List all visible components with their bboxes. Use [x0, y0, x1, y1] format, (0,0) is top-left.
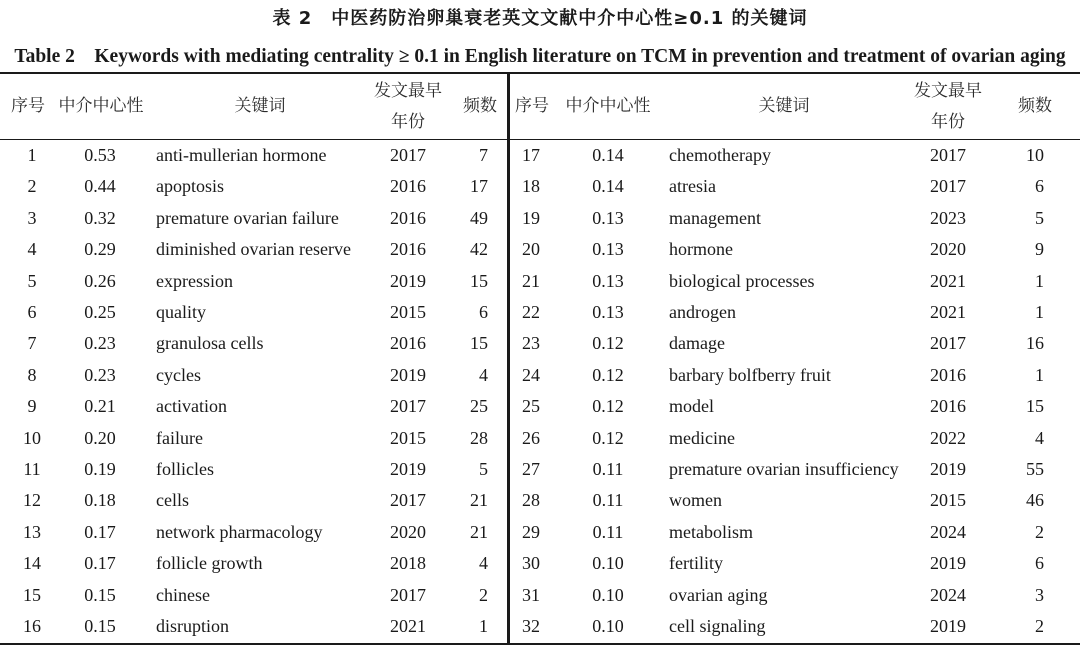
header-year-right-line1: 发文最早 — [914, 80, 982, 101]
table-row — [0, 140, 1080, 171]
header-keyword-right: 关键词 — [758, 96, 810, 116]
cell-frequency: 15 — [1026, 396, 1044, 417]
cell-centrality: 0.32 — [84, 207, 116, 228]
cell-index: 29 — [522, 521, 540, 542]
table-header — [0, 74, 1080, 139]
header-year — [368, 74, 448, 139]
cell-frequency: 5 — [479, 459, 488, 479]
cell-frequency: 4 — [1035, 427, 1044, 448]
cell-keyword: metabolism — [669, 521, 753, 542]
cell-frequency: 1 — [1035, 364, 1044, 385]
cell-year: 2021 — [930, 302, 966, 322]
cell-year: 2017 — [390, 145, 426, 165]
cell-centrality: 0.53 — [84, 145, 116, 165]
cell-year: 2019 — [390, 270, 426, 291]
cell-centrality: 0.11 — [592, 459, 624, 479]
cell-index: 28 — [522, 490, 540, 511]
cell-frequency: 17 — [470, 176, 488, 197]
cell-year: 2016 — [390, 176, 426, 197]
cell-keyword: failure — [156, 427, 203, 448]
cell-year: 2017 — [930, 145, 966, 165]
cell-year: 2016 — [930, 396, 966, 417]
cell-keyword: network pharmacology — [156, 521, 323, 542]
cell-year: 2017 — [390, 490, 426, 511]
cell-centrality: 0.44 — [84, 176, 116, 197]
header-centrality: 中介中心性 — [58, 96, 144, 116]
cell-index: 19 — [522, 207, 540, 228]
cell-year: 2017 — [930, 333, 966, 354]
header-index: 序号 — [11, 96, 45, 116]
cell-year: 2016 — [390, 333, 426, 354]
header-centrality-right: 中介中心性 — [565, 96, 651, 116]
cell-frequency: 25 — [470, 396, 488, 417]
cell-keyword: diminished ovarian reserve — [156, 239, 351, 260]
cell-year: 2019 — [930, 616, 966, 636]
bottom-rule — [0, 643, 1080, 645]
cell-index: 14 — [23, 553, 41, 574]
cell-centrality: 0.11 — [592, 490, 624, 511]
header-keyword: 关键词 — [234, 96, 286, 116]
cell-index: 12 — [23, 490, 41, 511]
cell-keyword: model — [669, 396, 714, 417]
table-row — [0, 266, 1080, 297]
cell-keyword: activation — [156, 396, 227, 417]
cell-year: 2017 — [390, 584, 426, 605]
cell-keyword: cells — [156, 490, 189, 511]
cell-centrality: 0.13 — [592, 207, 624, 228]
cell-year: 2019 — [390, 364, 426, 385]
cell-keyword: disruption — [156, 616, 230, 636]
cell-index: 17 — [522, 145, 540, 165]
cell-index: 20 — [522, 239, 540, 260]
cell-frequency: 21 — [470, 490, 488, 511]
cell-frequency: 9 — [1035, 239, 1044, 260]
cell-centrality: 0.15 — [84, 584, 116, 605]
cell-centrality: 0.18 — [84, 490, 116, 511]
cell-keyword: atresia — [669, 176, 716, 197]
cell-keyword: granulosa cells — [156, 333, 264, 354]
cell-year: 2017 — [390, 396, 426, 417]
cell-keyword: fertility — [669, 553, 723, 574]
header-year-line1: 发文最早 — [374, 80, 442, 101]
cell-year: 2016 — [390, 207, 426, 228]
cell-year: 2015 — [390, 302, 426, 322]
table-row — [0, 234, 1080, 265]
cell-index: 31 — [522, 584, 540, 605]
cell-keyword: cell signaling — [669, 616, 766, 636]
cell-centrality: 0.13 — [592, 302, 624, 322]
cell-year: 2022 — [930, 427, 966, 448]
cell-frequency: 4 — [479, 364, 488, 385]
table-row — [0, 611, 1080, 642]
cell-index: 30 — [522, 553, 540, 574]
cell-centrality: 0.12 — [592, 396, 624, 417]
header-frequency: 频数 — [463, 96, 497, 116]
cell-keyword: apoptosis — [156, 176, 225, 197]
cell-frequency: 1 — [1035, 302, 1044, 322]
cell-centrality: 0.13 — [592, 270, 624, 291]
header-index-right: 序号 — [515, 96, 549, 116]
table-row — [0, 328, 1080, 359]
cell-keyword: barbary bolfberry fruit — [669, 364, 831, 385]
cell-index: 13 — [23, 521, 41, 542]
cell-frequency: 1 — [1035, 270, 1044, 291]
cell-year: 2015 — [390, 427, 426, 448]
cell-keyword: women — [669, 490, 722, 511]
cell-frequency: 16 — [1026, 333, 1044, 354]
cell-centrality: 0.14 — [592, 145, 624, 165]
cell-centrality: 0.13 — [592, 239, 624, 260]
cell-index: 11 — [23, 459, 41, 479]
cell-frequency: 10 — [1026, 145, 1044, 165]
cell-index: 5 — [27, 270, 37, 291]
cell-frequency: 15 — [470, 333, 488, 354]
cell-keyword: follicle growth — [156, 553, 263, 574]
cell-keyword: quality — [156, 302, 206, 322]
cell-frequency: 46 — [1026, 490, 1044, 511]
cell-centrality: 0.25 — [84, 302, 116, 322]
table-row — [0, 171, 1080, 202]
cell-keyword: follicles — [156, 459, 214, 479]
table-row — [0, 580, 1080, 611]
cell-year: 2017 — [930, 176, 966, 197]
table-row — [0, 360, 1080, 391]
cell-keyword: premature ovarian insufficiency — [669, 459, 899, 479]
cell-centrality: 0.14 — [592, 176, 624, 197]
cell-keyword: androgen — [669, 302, 736, 322]
cell-index: 25 — [522, 396, 540, 417]
cell-keyword: premature ovarian failure — [156, 207, 339, 228]
cell-year: 2019 — [930, 553, 966, 574]
cell-keyword: anti-mullerian hormone — [156, 145, 327, 165]
cell-index: 1 — [27, 145, 37, 165]
cell-index: 8 — [27, 364, 37, 385]
cell-centrality: 0.12 — [592, 333, 624, 354]
cell-frequency: 2 — [479, 584, 488, 605]
cell-centrality: 0.26 — [84, 270, 116, 291]
cell-frequency: 6 — [1035, 553, 1044, 574]
cell-year: 2024 — [930, 584, 966, 605]
cell-index: 2 — [27, 176, 37, 197]
table-row — [0, 297, 1080, 328]
cell-centrality: 0.10 — [592, 616, 624, 636]
cell-year: 2016 — [930, 364, 966, 385]
cell-frequency: 6 — [1035, 176, 1044, 197]
cell-index: 4 — [27, 239, 37, 260]
cell-year: 2021 — [390, 616, 426, 636]
cell-frequency: 55 — [1026, 459, 1044, 479]
cell-year: 2016 — [390, 239, 426, 260]
table-row — [0, 203, 1080, 234]
cell-frequency: 15 — [470, 270, 488, 291]
cell-centrality: 0.17 — [84, 521, 116, 542]
cell-keyword: management — [669, 207, 761, 228]
cell-index: 15 — [23, 584, 41, 605]
cell-keyword: medicine — [669, 427, 735, 448]
cell-frequency: 5 — [1035, 207, 1044, 228]
cell-keyword: chinese — [156, 584, 210, 605]
cell-year: 2019 — [930, 459, 966, 479]
cell-index: 3 — [27, 207, 37, 228]
table-row — [0, 485, 1080, 516]
cell-index: 18 — [522, 176, 540, 197]
cell-index: 16 — [23, 616, 41, 636]
cell-frequency: 7 — [479, 145, 488, 165]
cell-centrality: 0.10 — [592, 584, 624, 605]
cell-year: 2023 — [930, 207, 966, 228]
cell-centrality: 0.12 — [592, 364, 624, 385]
cell-centrality: 0.10 — [592, 553, 624, 574]
table-row — [0, 454, 1080, 485]
cell-centrality: 0.11 — [592, 521, 624, 542]
cell-index: 32 — [522, 616, 540, 636]
cell-keyword: expression — [156, 270, 233, 291]
header-year-right — [906, 74, 990, 139]
cell-index: 6 — [27, 302, 37, 322]
cell-year: 2020 — [390, 521, 426, 542]
cell-frequency: 42 — [470, 239, 488, 260]
cell-keyword: ovarian aging — [669, 584, 768, 605]
header-frequency-right: 频数 — [1018, 96, 1052, 116]
cell-frequency: 1 — [479, 616, 488, 636]
cell-index: 27 — [522, 459, 540, 479]
cell-index: 24 — [522, 364, 540, 385]
cell-keyword: damage — [669, 333, 725, 354]
cell-centrality: 0.21 — [84, 396, 116, 417]
cell-index: 7 — [27, 333, 37, 354]
cell-year: 2024 — [930, 521, 966, 542]
cell-frequency: 49 — [470, 207, 488, 228]
cell-centrality: 0.15 — [84, 616, 116, 636]
cell-index: 10 — [23, 427, 41, 448]
cell-centrality: 0.17 — [84, 553, 116, 574]
cell-year: 2015 — [930, 490, 966, 511]
cell-frequency: 21 — [470, 521, 488, 542]
table-row — [0, 423, 1080, 454]
table-title-english: Table 2 Keywords with mediating centrality ≥ 0.1 in English literature on TCM in prevention and treatment of ovarian aging — [14, 46, 1066, 67]
cell-index: 26 — [522, 427, 540, 448]
header-year-line2: 年份 — [391, 111, 425, 132]
cell-centrality: 0.20 — [84, 427, 116, 448]
cell-index: 9 — [27, 396, 37, 417]
table-row — [0, 548, 1080, 579]
cell-centrality: 0.12 — [592, 427, 624, 448]
cell-frequency: 2 — [1035, 521, 1044, 542]
cell-year: 2021 — [930, 270, 966, 291]
cell-frequency: 4 — [479, 553, 488, 574]
cell-centrality: 0.23 — [84, 364, 116, 385]
cell-frequency: 28 — [470, 427, 488, 448]
table-title-chinese: 表 2 中医药防治卵巢衰老英文文献中介中心性≥0.1 的关键词 — [272, 8, 808, 29]
cell-year: 2020 — [930, 239, 966, 260]
cell-frequency: 2 — [1035, 616, 1044, 636]
cell-centrality: 0.23 — [84, 333, 116, 354]
cell-keyword: hormone — [669, 239, 733, 260]
cell-index: 21 — [522, 270, 540, 291]
cell-frequency: 3 — [1035, 584, 1044, 605]
cell-year: 2018 — [390, 553, 426, 574]
cell-centrality: 0.19 — [84, 459, 116, 479]
cell-keyword: chemotherapy — [669, 145, 771, 165]
table-row — [0, 517, 1080, 548]
header-year-right-line2: 年份 — [931, 111, 965, 132]
cell-index: 22 — [522, 302, 540, 322]
cell-index: 23 — [522, 333, 540, 354]
cell-year: 2019 — [390, 459, 426, 479]
cell-frequency: 6 — [479, 302, 488, 322]
cell-keyword: biological processes — [669, 270, 815, 291]
table-row — [0, 391, 1080, 422]
cell-centrality: 0.29 — [84, 239, 116, 260]
cell-keyword: cycles — [156, 364, 201, 385]
